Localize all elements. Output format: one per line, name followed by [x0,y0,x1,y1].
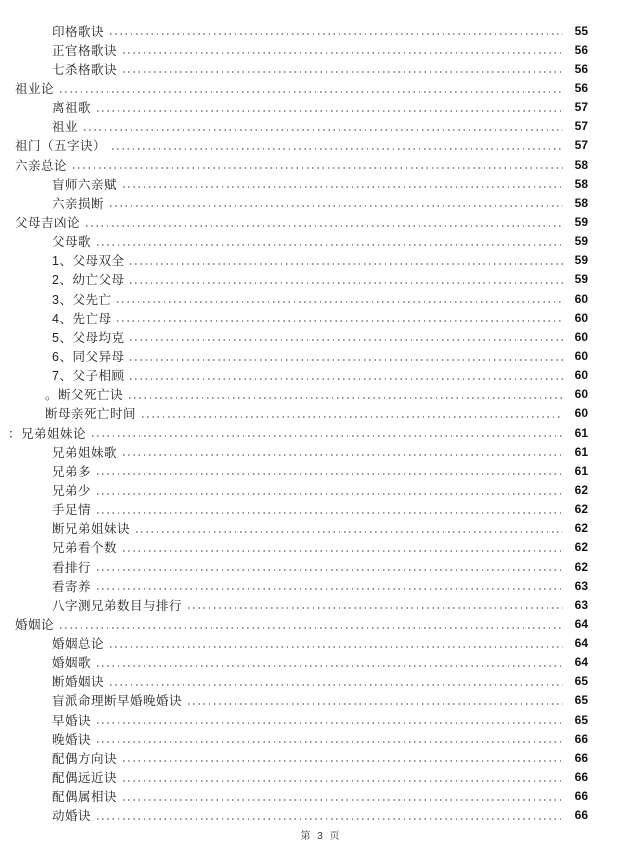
dot-leader [123,454,563,456]
dot-leader [97,818,563,820]
toc-entry-page: 59 [574,272,588,287]
toc-entry-label: 断兄弟姐妹诀 [52,522,131,537]
dot-leader [142,416,563,418]
toc-entry-page: 66 [574,750,588,765]
toc-entry-label: 婚姻总论 [52,637,105,652]
toc-entry-label: 。断父死亡诀 [45,388,124,403]
toc-entry[interactable] [0,136,588,155]
toc-entry-label: 配偶远近诀 [52,771,118,786]
dot-leader [123,71,563,73]
toc-entry[interactable] [0,538,588,557]
toc-entry-label: 祖业论 [15,81,55,96]
toc-entry-page: 64 [574,616,588,631]
toc-entry[interactable] [0,232,588,251]
toc-entry-label: 父母吉凶论 [15,215,81,230]
dot-leader [97,722,563,724]
toc-entry-label: 看寄养 [52,579,92,594]
toc-entry-label: 父母歌 [52,235,92,250]
toc-entry-label: 兄弟少 [52,483,92,498]
toc-entry[interactable] [0,251,588,270]
toc-entry[interactable] [0,193,588,212]
toc-entry[interactable] [0,78,588,97]
toc-entry-label: 手足情 [52,503,92,518]
toc-entry-page: 57 [574,138,588,153]
toc-entry-page: 62 [574,559,588,574]
toc-entry-label: 5、父母均克 [52,330,125,345]
toc-entry-page: 56 [574,80,588,95]
toc-entry-page: 64 [574,636,588,651]
dot-leader [97,569,563,571]
toc-entry[interactable] [0,653,588,672]
toc-entry-label: 六亲损断 [52,196,105,211]
dot-leader [130,282,563,284]
toc-entry-label: 动婚诀 [52,809,92,824]
toc-entry-label: 盲派命理断早婚晚婚诀 [52,694,183,709]
toc-entry-label: 7、父子相顾 [52,369,125,384]
toc-entry-page: 59 [574,214,588,229]
dot-leader [97,512,563,514]
dot-leader [123,780,563,782]
toc-entry-page: 61 [574,444,588,459]
toc-entry-page: 63 [574,597,588,612]
toc-entry[interactable] [0,710,588,729]
toc-entry-page: 60 [574,368,588,383]
toc-entry-label: ：兄弟姐妹论 [8,426,87,441]
toc-entry-label: 晚婚诀 [52,732,92,747]
toc-entry[interactable] [0,270,588,289]
toc-entry-label: 祖业 [52,120,79,135]
toc-entry-page: 65 [574,712,588,727]
toc-entry-page: 62 [574,482,588,497]
dot-leader [97,665,563,667]
toc-entry-page: 66 [574,770,588,785]
toc-entry[interactable] [0,155,588,174]
dot-leader [136,531,563,533]
toc-entry[interactable] [0,327,588,346]
dot-leader [73,167,563,169]
dot-leader [97,741,563,743]
dot-leader [112,148,563,150]
dot-leader [123,760,563,762]
toc-entry-page: 58 [574,195,588,210]
dot-leader [117,301,563,303]
toc-entry-label: 离祖歌 [52,101,92,116]
toc-entry[interactable] [0,59,588,78]
toc-entry[interactable] [0,308,588,327]
dot-leader [84,129,563,131]
toc-entry-label: 六亲总论 [15,158,68,173]
toc-entry-label: 配偶方向诀 [52,751,118,766]
toc-entry[interactable] [0,40,588,59]
dot-leader [86,225,563,227]
toc-entry-page: 59 [574,234,588,249]
toc-entry[interactable] [0,672,588,691]
toc-entry-page: 60 [574,291,588,306]
toc-entry-page: 60 [574,406,588,421]
toc-entry-label: 2、幼亡父母 [52,273,125,288]
dot-leader [130,378,563,380]
toc-entry[interactable] [0,21,588,40]
toc-entry-label: 兄弟看个数 [52,541,118,556]
toc-entry-page: 57 [574,100,588,115]
dot-leader [129,397,563,399]
dot-leader [110,684,563,686]
toc-entry[interactable] [0,595,588,614]
toc-entry-page: 60 [574,310,588,325]
dot-leader [130,263,563,265]
toc-entry-page: 64 [574,655,588,670]
toc-list [0,21,642,825]
toc-entry-page: 61 [574,463,588,478]
toc-entry-page: 66 [574,789,588,804]
toc-entry-page: 65 [574,693,588,708]
toc-entry[interactable] [0,442,588,461]
toc-entry-page: 55 [574,23,588,38]
toc-entry-label: 6、同父异母 [52,349,125,364]
toc-entry-label: 早婚诀 [52,713,92,728]
toc-entry-page: 63 [574,578,588,593]
dot-leader [123,550,563,552]
toc-entry-page: 62 [574,540,588,555]
dot-leader [110,33,563,35]
dot-leader [117,320,563,322]
toc-entry[interactable] [0,787,588,806]
toc-entry[interactable] [0,461,588,480]
dot-leader [97,110,563,112]
toc-entry[interactable] [0,519,588,538]
toc-entry-label: 断母亲死亡时间 [45,407,137,422]
dot-leader [60,627,563,629]
toc-entry-label: 婚姻论 [15,617,55,632]
toc-entry-label: 盲师六亲赋 [52,177,118,192]
toc-entry-label: 兄弟多 [52,464,92,479]
toc-entry[interactable] [0,634,588,653]
toc-entry[interactable] [0,366,588,385]
toc-entry[interactable] [0,423,588,442]
toc-entry[interactable] [0,289,588,308]
dot-leader [97,493,563,495]
toc-entry[interactable] [0,174,588,193]
toc-entry[interactable] [0,98,588,117]
page-footer [0,827,642,842]
dot-leader [110,205,563,207]
dot-leader [97,588,563,590]
dot-leader [60,91,563,93]
toc-entry-page: 60 [574,348,588,363]
toc-entry-page: 66 [574,731,588,746]
toc-entry-page: 59 [574,253,588,268]
toc-entry[interactable] [0,806,588,825]
toc-entry[interactable] [0,691,588,710]
toc-entry[interactable] [0,767,588,786]
toc-entry-page: 62 [574,521,588,536]
toc-entry-page: 56 [574,61,588,76]
toc-entry[interactable] [0,346,588,365]
toc-entry[interactable] [0,557,588,576]
dot-leader [123,186,563,188]
dot-leader [92,435,563,437]
page-number-label: 第 3 页 [300,831,342,842]
toc-entry-label: 祖门（五字诀） [15,139,107,154]
toc-entry-page: 60 [574,387,588,402]
toc-entry-label: 4、先亡母 [52,311,112,326]
toc-entry-label: 配偶属相诀 [52,790,118,805]
toc-entry-page: 66 [574,808,588,823]
toc-entry-label: 1、父母双全 [52,254,125,269]
dot-leader [130,339,563,341]
toc-entry[interactable] [0,480,588,499]
toc-entry-label: 兄弟姐妹歌 [52,445,118,460]
toc-entry[interactable] [0,729,588,748]
toc-entry-label: 印格歌诀 [52,24,105,39]
toc-entry[interactable] [0,614,588,633]
toc-entry-page: 57 [574,119,588,134]
dot-leader [188,703,563,705]
toc-entry-label: 断婚姻诀 [52,675,105,690]
toc-entry-page: 65 [574,674,588,689]
dot-leader [97,473,563,475]
dot-leader [123,799,563,801]
toc-entry-page: 61 [574,425,588,440]
toc-entry[interactable] [0,212,588,231]
toc-entry-page: 62 [574,502,588,517]
toc-entry-label: 婚姻歌 [52,656,92,671]
toc-entry-label: 正官格歌诀 [52,43,118,58]
toc-entry-page: 56 [574,42,588,57]
toc-entry[interactable] [0,748,588,767]
toc-entry-page: 58 [574,157,588,172]
dot-leader [110,646,563,648]
toc-entry-label: 3、父先亡 [52,292,112,307]
toc-entry[interactable] [0,500,588,519]
toc-entry-page: 58 [574,176,588,191]
toc-entry[interactable] [0,117,588,136]
toc-entry-label: 七杀格歌诀 [52,62,118,77]
toc-entry-page: 60 [574,329,588,344]
toc-entry[interactable] [0,404,588,423]
dot-leader [188,607,563,609]
dot-leader [97,244,563,246]
toc-entry-label: 看排行 [52,560,92,575]
toc-entry[interactable] [0,576,588,595]
toc-entry[interactable] [0,385,588,404]
dot-leader [130,359,563,361]
dot-leader [123,52,563,54]
toc-entry-label: 八字测兄弟数目与排行 [52,598,183,613]
